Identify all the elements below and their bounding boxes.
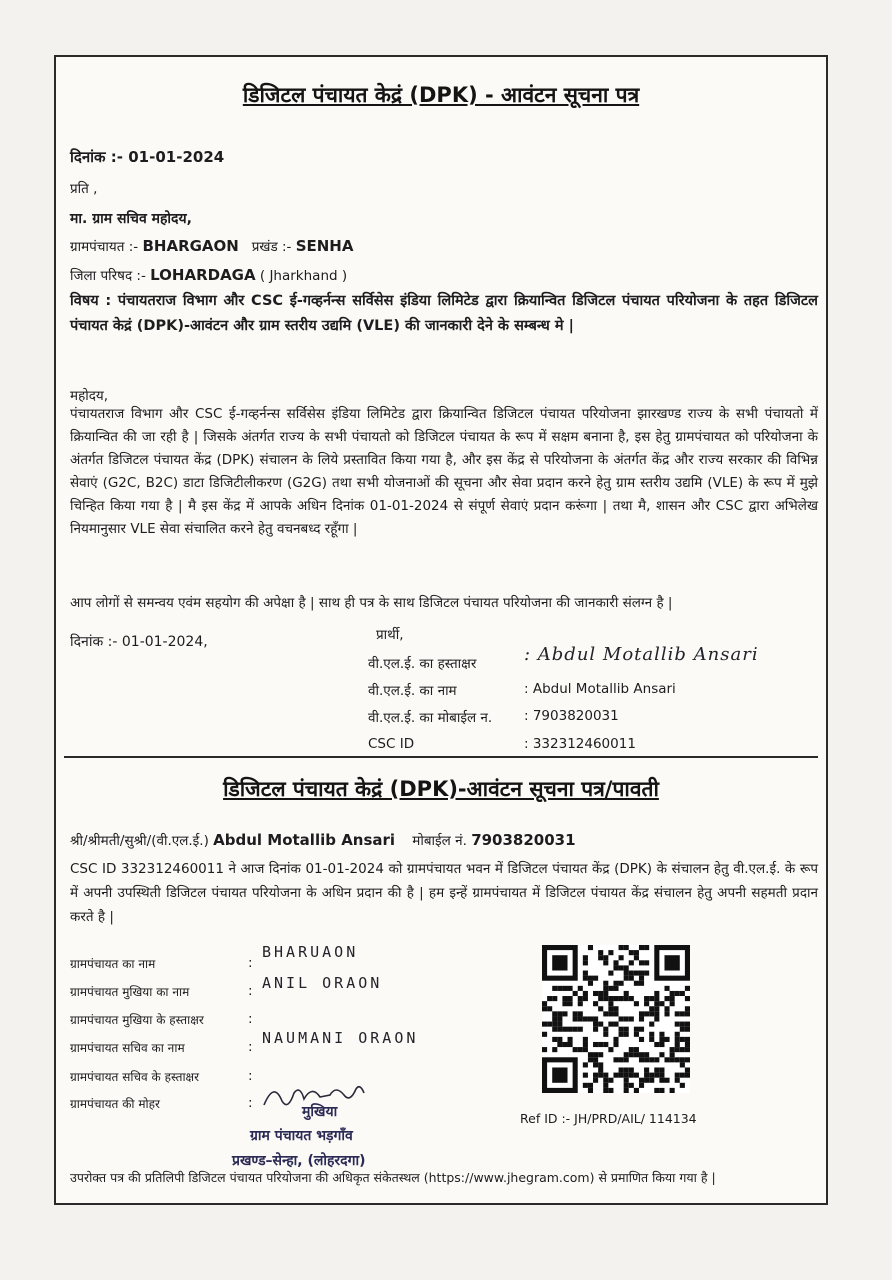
field-label: ग्रामपंचायत सचिव का नाम xyxy=(70,1041,185,1055)
field-label: ग्रामपंचायत मुखिया के हस्ताक्षर xyxy=(70,1013,204,1027)
vle-name-value: : Abdul Motallib Ansari xyxy=(524,681,676,697)
district-label: जिला परिषद :- xyxy=(70,268,146,284)
stamp-block: प्रखण्ड–सेन्हा, (लोहरदगा) xyxy=(232,1153,366,1169)
gp-label: ग्रामपंचायत :- xyxy=(70,239,139,255)
letter-subject: विषय : पंचायतराज विभाग और CSC ई-गव्हर्नन्स सर्विसेस इंडिया लिमिटेड द्वारा क्रियान्वित डिजिटल पंचायत परियोजना के तहत डिजिटल पंचायत केद्रं (DPK)-आवंटन और ग्राम स्तरीय उद्यमि (VLE) की जानकारी देने के सम्बन्ध मे | xyxy=(70,293,818,334)
applicant-label: प्रार्थी, xyxy=(376,627,404,643)
letter-body: पंचायतराज विभाग और CSC ई-गव्हर्नन्स सर्विसेस इंडिया लिमिटेड द्वारा क्रियान्वित डिजिटल पंचायत परियोजना झारखण्ड राज्य के सभी पंचायतो में क्रियान्वित की जा रही है | जिसके अंतर्गत राज्य के सभी पंचायतो को डिजिटल पंचायत के रूप में सक्षम बनाना है, इस हेतु ग्रामपंचायत को परियोजना के अंतर्गत डिजिटल पंचायत केंद्र (DPK) संचालन के लिये प्रस्तावित किया गया है, और इस केंद्र से परियोजना के अंतर्गत केंद्र और राज्य सरकार की विभिन्न सेवाएं (G2C, B2C) डाटा डिजिटीलीकरण (G2G) तथा सभी योजनाओं की सूचना और सेवा प्रदान करने हेतु ग्राम स्तरीय उद्यमि (VLE) के रूप में मुझे चिन्हित किया गया है | मै इस केंद्र में आपके अधिन दिनांक 01-01-2024 से संपूर्ण सेवाएं प्रदान करूंगा | तथा मै, शासन और CSC द्वारा अभिलेख नियमानुसार VLE सेवा संचालित करने हेतु वचनबध्द रहूँगा | xyxy=(70,406,818,537)
field-value-mukhiya-name: ANIL ORAON xyxy=(262,974,383,992)
vle-mobile-value: : 7903820031 xyxy=(524,708,619,724)
letter-closing: आप लोगों से समन्वय एवंम सहयोग की अपेक्षा है | साथ ही पत्र के साथ डिजिटल पंचायत परियोजना की जानकारी संलग्न है | xyxy=(70,595,673,611)
vle-name: Abdul Motallib Ansari xyxy=(213,831,396,849)
letter-page: डिजिटल पंचायत केद्रं (DPK) - आवंटन सूचना पत्र दिनांक :- 01-01-2024 प्रति , मा. ग्राम सचिव महोदय, ग्रामपंचायत :- BHARGAON प्रखंड :- SENHA जिला परिषद :- LOHARDAGA ( Jharkhand ) विषय : पंचायतराज विभाग और CSC ई-गव्हर्नन्स सर्विसेस इंडिया लिमिटेड द्वारा क्रियान्वित डिजिटल पंचायत परियोजना के तहत डिजिटल पंचायत केद्रं (DPK)-आवंटन और ग्राम स्तरीय उद्यमि (VLE) की जानकारी देने के सम्बन्ध मे | महोदय, पंचायतराज विभाग और CSC ई-गव्हर्नन्स सर्विसेस इंडिया लिमिटेड द्वारा क्रियान्वित डिजिटल पंचायत परियोजना झारखण्ड राज्य के सभी पंचायतो में क्रियान्वित की जा रही है | जिसके अंतर्गत राज्य के सभी पंचायतो को डिजिटल पंचायत के रूप में सक्षम बनाना है, इस हेतु ग्रामपंचायत को परियोजना के अंतर्गत डिजिटल पंचायत केंद्र (DPK) संचालन के लिये प्रस्तावित किया गया है, और इस केंद्र से परियोजना के अंतर्गत केंद्र और राज्य सरकार की विभिन्न सेवाएं (G2C, B2C) डाटा डिजिटीलीकरण (G2G) तथा सभी योजनाओं की सूचना और सेवा प्रदान करने हेतु ग्राम स्तरीय उद्यमि (VLE) के रूप में मुझे चिन्हित किया गया है | मै इस केंद्र में आपके अधिन दिनांक 01-01-2024 से संपूर्ण सेवाएं प्रदान करूंगा | तथा मै, शासन और CSC द्वारा अभिलेख नियमानुसार VLE सेवा संचालित करने हेतु वचनबध्द रहूँगा | आप लोगों से समन्वय एवंम सहयोग की अपेक्षा है | साथ ही पत्र के साथ डिजिटल पंचायत परियोजना की जानकारी संलग्न है | दिनांक :- 01-01-2024, प्रार्थी, वी.एल.ई. का हस्ताक्षर : Abdul Motallib Ansari वी.एल.ई. का नाम : Abdul Motallib Ansari वी.एल.ई. का मोबाईल न. : 7903820031 CSC ID : 332312460011 डिजिटल पंचायत केद्रं (DPK)-आवंटन सूचना पत्र/पावती श्री/श्रीमती/सुश्री/(वी.एल.ई.) Abdul Motallib Ansari मोबाईल नं. 7903820031 CSC ID 332312460011 ने आज दिनांक 01-01-2024 को ग्रामपंचायत भवन में डिजिटल पंचायत केंद्र (DPK) के संचालन हेतु वी.एल.ई. के रूप में अपनी उपस्थिती डिजिटल पंचायत परियोजना के अधिन प्रदान की है | हम इन्हें ग्रामपंचायत में डिजिटल पंचायत केंद्र संचालन हेतु अपनी सहमती प्रदान करते है | ग्रामपंचायत का नाम : BHARUAON ग्रामपंचायत मुखिया का नाम : ANIL ORAON ग्रामपंचायत मुखिया के हस्ताक्षर : ग्रामपंचायत सचिव का नाम : NAUMANI ORAON ग्रामपंचायत सचिव के हस्ताक्षर : ग्रामपंचायत की मोहर : मुखिया ग्राम पंचायत भड़गाँव प्रखण्ड–सेन्हा, (लोहरदगा) Ref ID :- JH/PRD/AIL/ 114134 उपरोक्त पत्र की प्रतिलिपी डिजिटल पंचायत परियोजना की अधिकृत संकेतस्थल (https://www.jhegram.com) से प्रमाणित किया गया है | xyxy=(54,55,828,1205)
vle-signature: : Abdul Motallib Ansari xyxy=(524,644,759,665)
letter-title: डिजिटल पंचायत केद्रं (DPK) - आवंटन सूचना पत्र xyxy=(242,83,640,107)
gp-value: BHARGAON xyxy=(142,237,239,255)
vle-name-label: वी.एल.ई. का नाम xyxy=(368,683,457,699)
receipt-title: डिजिटल पंचायत केद्रं (DPK)-आवंटन सूचना पत्र/पावती xyxy=(223,777,659,801)
salutation: महोदय, xyxy=(70,388,109,404)
field-label: ग्रामपंचायत सचिव के हस्ताक्षर xyxy=(70,1070,200,1084)
recipient-prefix: प्रति , xyxy=(70,181,98,197)
section-divider xyxy=(64,756,818,758)
sign-date: दिनांक :- 01-01-2024, xyxy=(70,634,208,650)
block-value: SENHA xyxy=(295,237,354,255)
field-label: ग्रामपंचायत का नाम xyxy=(70,957,156,971)
mobile-number: 7903820031 xyxy=(471,831,576,849)
stamp-designation: मुखिया xyxy=(302,1104,338,1120)
vle-signature-label: वी.एल.ई. का हस्ताक्षर xyxy=(368,656,477,672)
gp-block-line xyxy=(70,237,353,255)
addressee: मा. ग्राम सचिव महोदय, xyxy=(70,211,192,227)
letter-date: दिनांक :- 01-01-2024 xyxy=(70,148,225,166)
district-value: LOHARDAGA xyxy=(150,266,256,284)
field-value-secretary-name: NAUMANI ORAON xyxy=(262,1029,419,1047)
field-label: ग्रामपंचायत मुखिया का नाम xyxy=(70,985,190,999)
qr-code-icon xyxy=(542,945,690,1093)
block-label: प्रखंड :- xyxy=(251,239,292,255)
vle-mobile-label: वी.एल.ई. का मोबाईल न. xyxy=(368,710,493,726)
receipt-text: CSC ID 332312460011 ने आज दिनांक 01-01-2024 को ग्रामपंचायत भवन में डिजिटल पंचायत केंद्र (DPK) के संचालन हेतु वी.एल.ई. के रूप में अपनी उपस्थिती डिजिटल पंचायत परियोजना के अधिन प्रदान की है | हम इन्हें ग्रामपंचायत में डिजिटल पंचायत केंद्र संचालन हेतु अपनी सहमती प्रदान करते है | xyxy=(70,861,818,925)
name-prefix: श्री/श्रीमती/सुश्री/(वी.एल.ई.) xyxy=(70,833,209,849)
mobile-label: मोबाईल नं. xyxy=(412,833,467,849)
field-value-gp-name: BHARUAON xyxy=(262,943,359,961)
field-label: ग्रामपंचायत की मोहर xyxy=(70,1097,160,1111)
receipt-name-line xyxy=(70,831,576,849)
csc-id-label: CSC ID xyxy=(368,736,415,752)
csc-id-value: : 332312460011 xyxy=(524,736,636,752)
reference-id: Ref ID :- JH/PRD/AIL/ 114134 xyxy=(520,1111,697,1126)
state-value: ( Jharkhand ) xyxy=(259,268,348,284)
stamp-panchayat: ग्राम पंचायत भड़गाँव xyxy=(250,1128,353,1144)
district-line xyxy=(70,266,347,284)
footer-note: उपरोक्त पत्र की प्रतिलिपी डिजिटल पंचायत परियोजना की अधिकृत संकेतस्थल (https://www.jhegram.com) से प्रमाणित किया गया है | xyxy=(70,1170,716,1185)
